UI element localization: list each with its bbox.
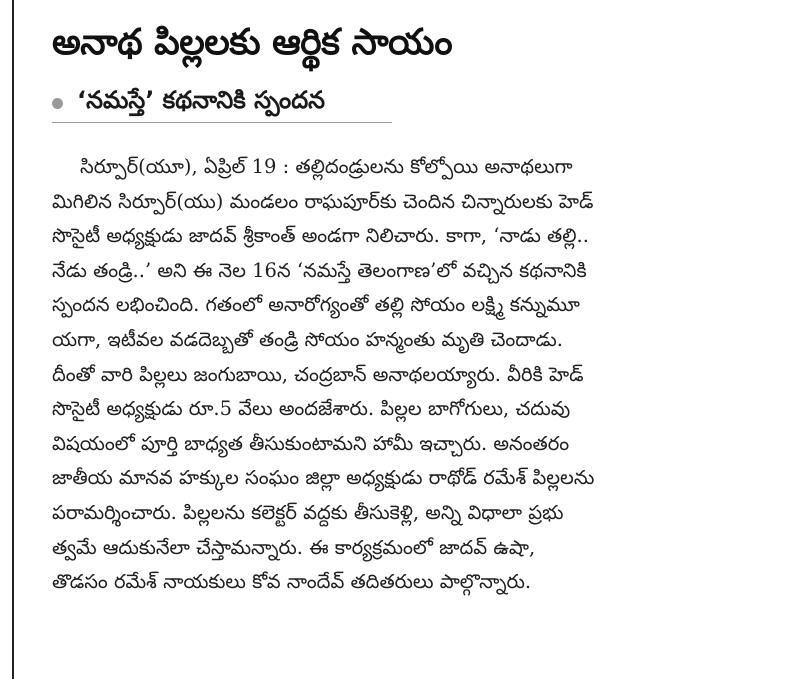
- subheadline-text: ‘నమస్తే’ కథనానికి స్పందన: [77, 86, 325, 114]
- body-line: విషయంలో పూర్తి బాధ్యత తీసుకుంటామని హామీ ఇచ్చారు. అనంతరం: [52, 431, 570, 455]
- body-line: యగా, ఇటీవల వడదెబ్బతో తండ్రి సోయం హన్మంతు మృతి చెందాడు.: [52, 327, 563, 351]
- body-line: సిర్పూర్(యూ), ఏప్రిల్ 19 : తల్లిదండ్రులను కోల్పోయి అనాథలుగా: [80, 155, 573, 178]
- bullet-dot-icon: [52, 98, 63, 109]
- body-line: స్పందన లభించింది. గతంలో అనారోగ్యంతో తల్లి సోయం లక్ష్మి కన్నుమూ: [52, 293, 580, 317]
- column-divider: [12, 0, 14, 679]
- body-line: సొసైటీ అధ్యక్షుడు జాదవ్ శ్రీకాంత్ అండగా నిలిచారు. కాగా, ‘నాడు తల్లి..: [52, 224, 589, 248]
- body-line: సొసైటీ అధ్యక్షుడు రూ.5 వేలు అందజేశారు. పిల్లల బాగోగులు, చదువు: [52, 397, 571, 421]
- body-line: నేడు తండ్రి..’ అని ఈ నెల 16న ‘నమస్తే తెలంగాణ’లో వచ్చిన కథనానికి: [52, 258, 587, 282]
- article-headline: అనాథ పిల్లలకు ఆర్థిక సాయం: [52, 22, 453, 63]
- body-line: పరామర్శించారు. పిల్లలను కలెక్టర్ వద్దకు తీసుకెళ్లి, అన్ని విధాలా ప్రభు: [52, 500, 564, 524]
- body-line: దీంతో వారి పిల్లలు జంగుబాయి, చంద్రబాన్ అనాథలయ్యారు. వీరికి హెడ్: [52, 362, 584, 386]
- article-subheadline: [52, 86, 325, 120]
- body-line: త్వమే ఆదుకునేలా చేస్తామన్నారు. ఈ కార్యక్రమంలో జాదవ్ ఉషా,: [52, 535, 536, 559]
- body-line: జాతీయ మానవ హక్కుల సంఘం జిల్లా అధ్యక్షుడు రాథోడ్ రమేశ్ పిల్లలను: [52, 466, 595, 490]
- body-line: మిగిలిన సిర్పూర్(యు) మండలం రాఘపూర్‌కు చెందిన చిన్నారులకు హెడ్: [52, 189, 594, 213]
- body-line: తొడసం రమేశ్ నాయకులు కోవ నాందేవ్ తదితరులు పాల్గొన్నారు.: [52, 570, 532, 594]
- article-body: [52, 150, 742, 600]
- subheadline-underline: [52, 122, 392, 123]
